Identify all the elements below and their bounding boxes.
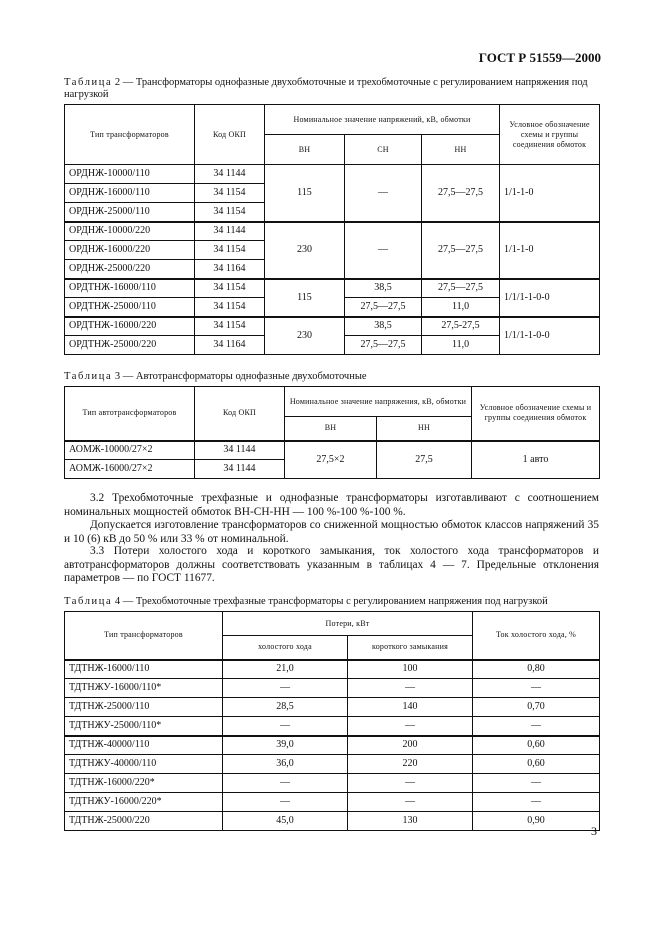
table-cell: ТДТНЖ-16000/220* [65,774,223,793]
table-cell: 38,5 [345,279,422,298]
table-cell: 38,5 [345,317,422,336]
table-cell: ОРДНЖ-10000/110 [65,165,195,184]
paragraph-3-2: 3.2 Трехобмоточные трехфазные и однофазные трансформаторы изготавливают с соотношением номинальных мощностей обмоток ВН-СН-НН — 100 %-100 %-100 %. [64,492,599,518]
table3-caption-label: Таблица [64,371,113,382]
table-cell: 21,0 [223,660,348,679]
table-cell: 34 1154 [195,279,265,298]
table-cell: — [348,793,473,812]
table-cell: 36,0 [223,755,348,774]
table4-header-current: Ток холостого хода, % [473,612,600,660]
table-cell: ОРДНЖ-16000/220 [65,241,195,260]
table4-caption [64,596,599,608]
table-cell: — [348,679,473,698]
table2-header-voltage: Номинальное значение напряжений, кВ, обмотки [265,105,500,135]
paragraph-reduced-power: Допускается изготовление трансформаторов со сниженной мощностью обмоток классов напряжений 35 и 10 (6) кВ до 50 % или 33 % от номинальной. [64,519,599,545]
table-cell: ОРДНЖ-16000/110 [65,184,195,203]
table3-caption [64,371,599,383]
table-cell: — [473,717,600,736]
table-cell: ТДТНЖУ-40000/110 [65,755,223,774]
table-cell: 27,5 [377,441,472,479]
table-cell: 0,90 [473,812,600,831]
table-cell: 34 1154 [195,184,265,203]
table-cell: 1/1/1-1-0-0 [500,317,600,355]
table3-header-vn: ВН [285,417,377,441]
table2-header-sn: СН [345,135,422,165]
table-cell: 27,5—27,5 [345,336,422,355]
table-cell: 0,80 [473,660,600,679]
table-cell: ОРДТНЖ-25000/220 [65,336,195,355]
table-cell: — [473,774,600,793]
table-cell: 115 [265,279,345,317]
table-cell: 11,0 [422,336,500,355]
table2-caption [64,77,599,101]
table-cell: ТДТНЖУ-16000/110* [65,679,223,698]
table2 [64,104,600,355]
table4-caption-label: Таблица [64,596,113,607]
table-cell: 1/1-1-0 [500,222,600,279]
table-cell: 27,5—27,5 [345,298,422,317]
table-cell: 34 1164 [195,336,265,355]
table3-header-type: Тип автотрансформаторов [65,387,195,441]
table-cell: 0,60 [473,736,600,755]
table-cell: 34 1144 [195,441,285,460]
table2-header-nn: НН [422,135,500,165]
table4-header-losses: Потери, кВт [223,612,473,636]
table-cell: 27,5×2 [285,441,377,479]
table-cell: 34 1144 [195,165,265,184]
table-cell: 34 1154 [195,203,265,222]
table4 [64,611,600,831]
table-cell: АОМЖ-10000/27×2 [65,441,195,460]
table-cell: ТДТНЖУ-25000/110* [65,717,223,736]
table-cell: 0,70 [473,698,600,717]
table-cell: 11,0 [422,298,500,317]
table-cell: 100 [348,660,473,679]
table3 [64,386,600,479]
paragraph-3-3: 3.3 Потери холостого хода и короткого замыкания, ток холостого хода трансформаторов и автотрансформаторов должны соответствовать указанным в таблицах 4 — 7. Предельные отклонения параметров — по ГОСТ 11677. [64,545,599,585]
table-cell: 0,60 [473,755,600,774]
table-cell: 28,5 [223,698,348,717]
table-cell: ОРДТНЖ-25000/110 [65,298,195,317]
table-cell: 1 авто [472,441,600,479]
table-cell: 27,5—27,5 [422,279,500,298]
table-cell: 140 [348,698,473,717]
table-cell: 27,5-27,5 [422,317,500,336]
table-cell: 200 [348,736,473,755]
table-cell: — [345,165,422,222]
table2-header-vn: ВН [265,135,345,165]
table-cell: ОРДТНЖ-16000/220 [65,317,195,336]
table3-header-voltage: Номинальное значение напряжения, кВ, обмотки [285,387,472,417]
table-cell: 27,5—27,5 [422,222,500,279]
table-cell: 34 1164 [195,260,265,279]
standard-header: ГОСТ Р 51559—2000 [478,50,601,65]
table-cell: 220 [348,755,473,774]
table-cell: — [473,679,600,698]
table-cell: 34 1154 [195,298,265,317]
table2-header-type: Тип трансформаторов [65,105,195,165]
table-cell: ТДТНЖ-16000/110 [65,660,223,679]
table-cell: 230 [265,317,345,355]
table2-caption-text: 2 — Трансформаторы однофазные двухобмоточные и трехобмоточные с регулированием напряжения под нагрузкой [64,77,588,100]
table-cell: — [345,222,422,279]
table3-header-scheme: Условное обозначение схемы и группы соединения обмоток [472,387,600,441]
table-cell: 34 1144 [195,460,285,479]
table4-caption-text: 4 — Трехобмоточные трехфазные трансформаторы с регулированием напряжения под нагрузкой [114,596,548,607]
table2-header-okp: Код ОКП [195,105,265,165]
table-cell: 230 [265,222,345,279]
table-cell: 34 1144 [195,222,265,241]
table4-header-type: Тип трансформаторов [65,612,223,660]
table4-header-idle: холостого хода [223,636,348,660]
table3-caption-text: 3 — Автотрансформаторы однофазные двухобмоточные [114,371,367,382]
table-cell: 39,0 [223,736,348,755]
table3-header-nn: НН [377,417,472,441]
table-cell: 34 1154 [195,241,265,260]
table-cell: ОРДТНЖ-16000/110 [65,279,195,298]
table-cell: ТДТНЖУ-16000/220* [65,793,223,812]
table-cell: ОРДНЖ-25000/220 [65,260,195,279]
table-cell: ТДТНЖ-40000/110 [65,736,223,755]
table4-header-short: короткого замыкания [348,636,473,660]
table-cell: — [223,679,348,698]
table-cell: ТДТНЖ-25000/220 [65,812,223,831]
table-cell: 115 [265,165,345,222]
table-cell: АОМЖ-16000/27×2 [65,460,195,479]
table-cell: 130 [348,812,473,831]
table-cell: ТДТНЖ-25000/110 [65,698,223,717]
table-cell: — [223,793,348,812]
table-cell: — [223,774,348,793]
table-cell: — [348,717,473,736]
table-cell: 45,0 [223,812,348,831]
table-cell: ОРДНЖ-10000/220 [65,222,195,241]
table2-caption-label: Таблица [64,77,113,88]
table-cell: — [223,717,348,736]
table3-header-okp: Код ОКП [195,387,285,441]
table-cell: 1/1-1-0 [500,165,600,222]
table2-header-scheme: Условное обозначение схемы и группы соединения обмоток [500,105,600,165]
table-cell: 1/1/1-1-0-0 [500,279,600,317]
page-number: 3 [591,824,597,838]
table-cell: ОРДНЖ-25000/110 [65,203,195,222]
table-cell: — [348,774,473,793]
table-cell: — [473,793,600,812]
table-cell: 27,5—27,5 [422,165,500,222]
table-cell: 34 1154 [195,317,265,336]
